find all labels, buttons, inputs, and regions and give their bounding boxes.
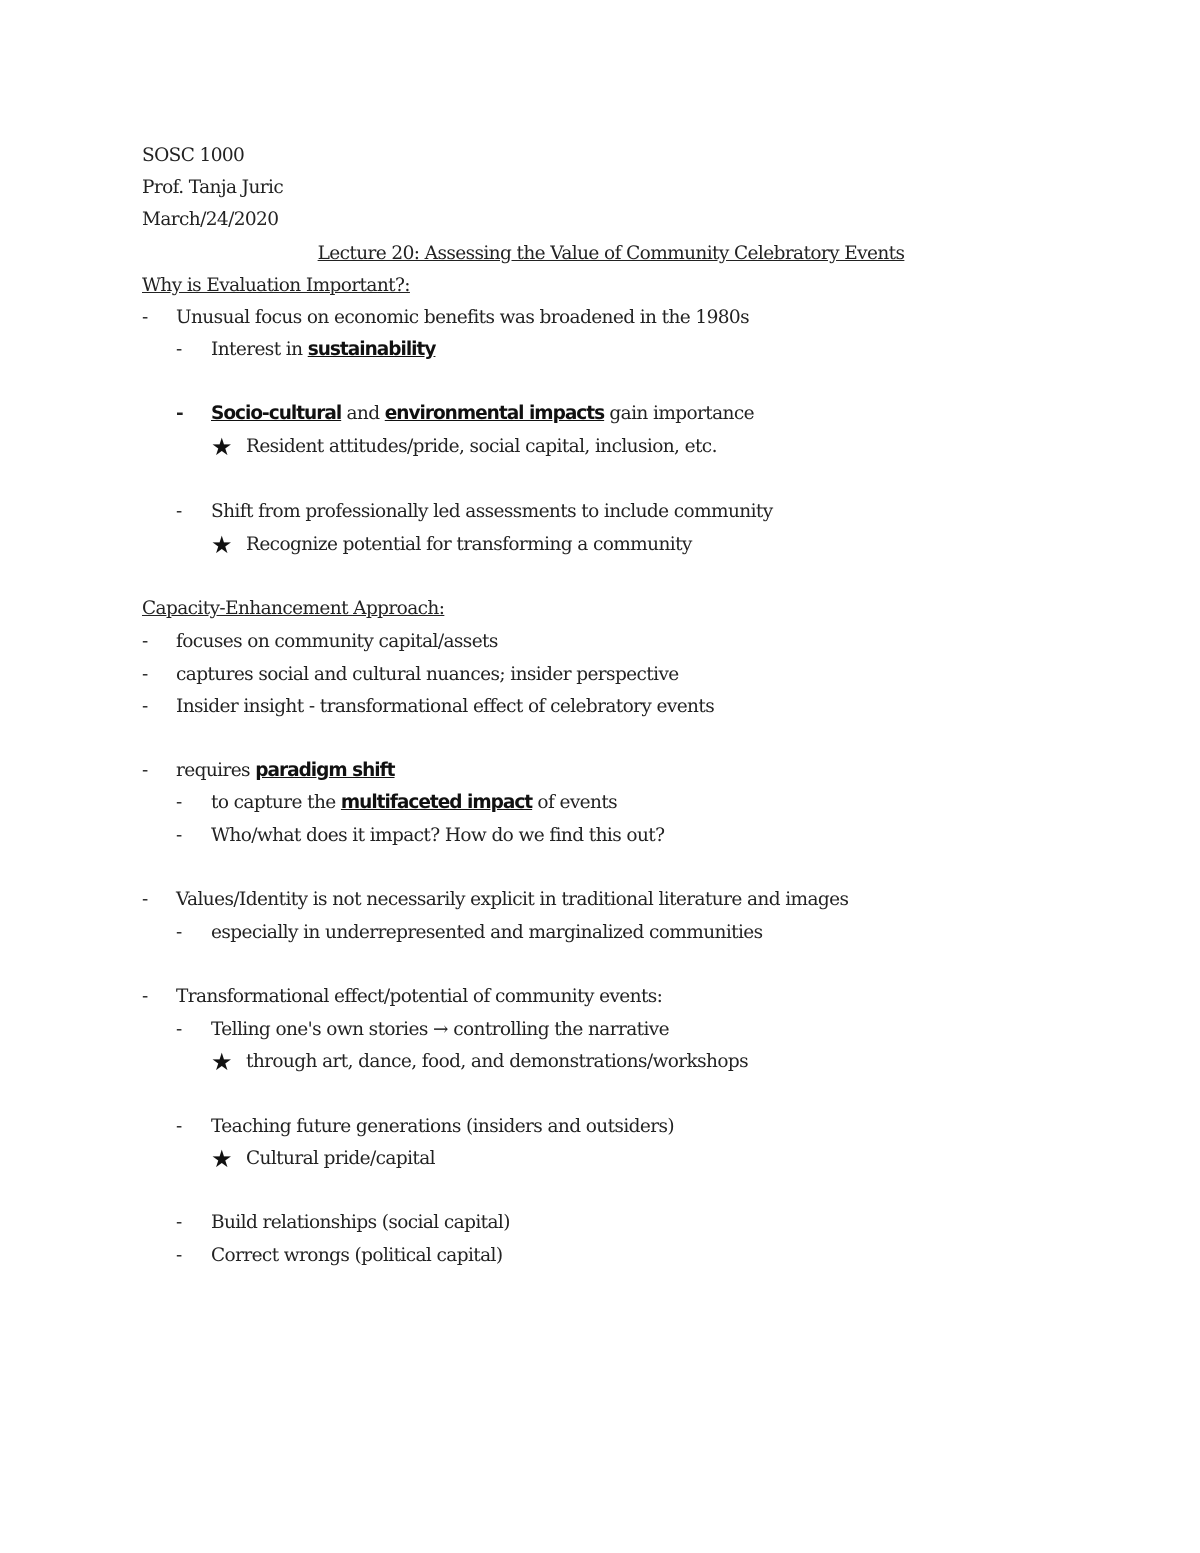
list-item [0,755,1200,787]
dash-bullet: - [142,889,148,910]
list-item-text: Cultural pride/capital [246,1148,435,1169]
dash-bullet: - [176,825,182,846]
dash-bullet: - [142,664,148,685]
lecture-title: Lecture 20: Assessing the Value of Community Celebratory Events [317,243,905,264]
list-item-text: through art, dance, food, and demonstrations/workshops [246,1051,749,1072]
list-item [0,1046,1200,1078]
list-item-text: Shift from professionally led assessments to include community [211,501,773,522]
list-item-text: Unusual focus on economic benefits was broadened in the 1980s [176,307,749,328]
dash-bullet: - [142,986,148,1007]
list-item [0,981,1200,1013]
list-item-text: requires paradigm shift [176,760,395,781]
dash-bullet: - [176,922,182,943]
dash-bullet: - [142,631,148,652]
list-item [0,1014,1200,1046]
list-item [0,1240,1200,1272]
dash-bullet: - [176,792,182,813]
list-item [0,917,1200,949]
list-item [0,1207,1200,1239]
emphasis-term: multifaceted impact [340,792,533,813]
list-item [0,659,1200,691]
list-item-text: Socio-cultural and environmental impacts gain importance [211,403,754,424]
dash-bullet: - [176,403,184,424]
star-icon: ★ [211,433,233,461]
list-item-text: Interest in sustainability [211,339,436,360]
dash-bullet: - [176,339,182,360]
star-icon: ★ [211,531,233,559]
professor-name: Prof. Tanja Juric [142,177,284,198]
star-icon: ★ [211,1048,233,1076]
list-item-text: Correct wrongs (political capital) [211,1245,503,1266]
list-item [0,626,1200,658]
list-item-text: Recognize potential for transforming a community [246,534,692,555]
list-item-text: Insider insight - transformational effect of celebratory events [176,696,715,717]
list-item [0,431,1200,463]
list-item [0,691,1200,723]
section-heading-evaluation: Why is Evaluation Important?: [142,275,410,296]
dash-bullet: - [142,760,148,781]
list-item-text: Transformational effect/potential of community events: [176,986,663,1007]
list-item [0,787,1200,819]
course-code: SOSC 1000 [142,145,245,166]
emphasis-term: Socio-cultural [211,403,342,424]
emphasis-term: environmental impacts [384,403,605,424]
emphasis-term: paradigm shift [255,760,395,781]
list-item-text: captures social and cultural nuances; insider perspective [176,664,679,685]
list-item [0,884,1200,916]
list-item [0,496,1200,528]
list-item-text: especially in underrepresented and marginalized communities [211,922,763,943]
list-item-text: Teaching future generations (insiders and outsiders) [211,1116,674,1137]
list-item [0,1143,1200,1175]
dash-bullet: - [142,696,148,717]
list-item [0,398,1200,430]
dash-bullet: - [176,1116,182,1137]
dash-bullet: - [176,1245,182,1266]
list-item-text: Values/Identity is not necessarily explicit in traditional literature and images [176,889,849,910]
list-item [0,302,1200,334]
list-item-text: to capture the multifaceted impact of events [211,792,618,813]
list-item-text: Telling one's own stories → controlling the narrative [211,1019,670,1040]
dash-bullet: - [176,1212,182,1233]
list-item-text: Build relationships (social capital) [211,1212,510,1233]
list-item-text: focuses on community capital/assets [176,631,498,652]
dash-bullet: - [142,307,148,328]
dash-bullet: - [176,1019,182,1040]
dash-bullet: - [176,501,182,522]
list-item [0,334,1200,366]
list-item [0,529,1200,561]
list-item-text: Resident attitudes/pride, social capital, inclusion, etc. [246,436,717,457]
star-icon: ★ [211,1145,233,1173]
list-item-text: Who/what does it impact? How do we find this out? [211,825,665,846]
list-item [0,820,1200,852]
section-heading-capacity: Capacity-Enhancement Approach: [142,598,445,619]
lecture-date: March/24/2020 [142,209,279,230]
emphasis-term: sustainability [307,339,436,360]
list-item [0,1111,1200,1143]
